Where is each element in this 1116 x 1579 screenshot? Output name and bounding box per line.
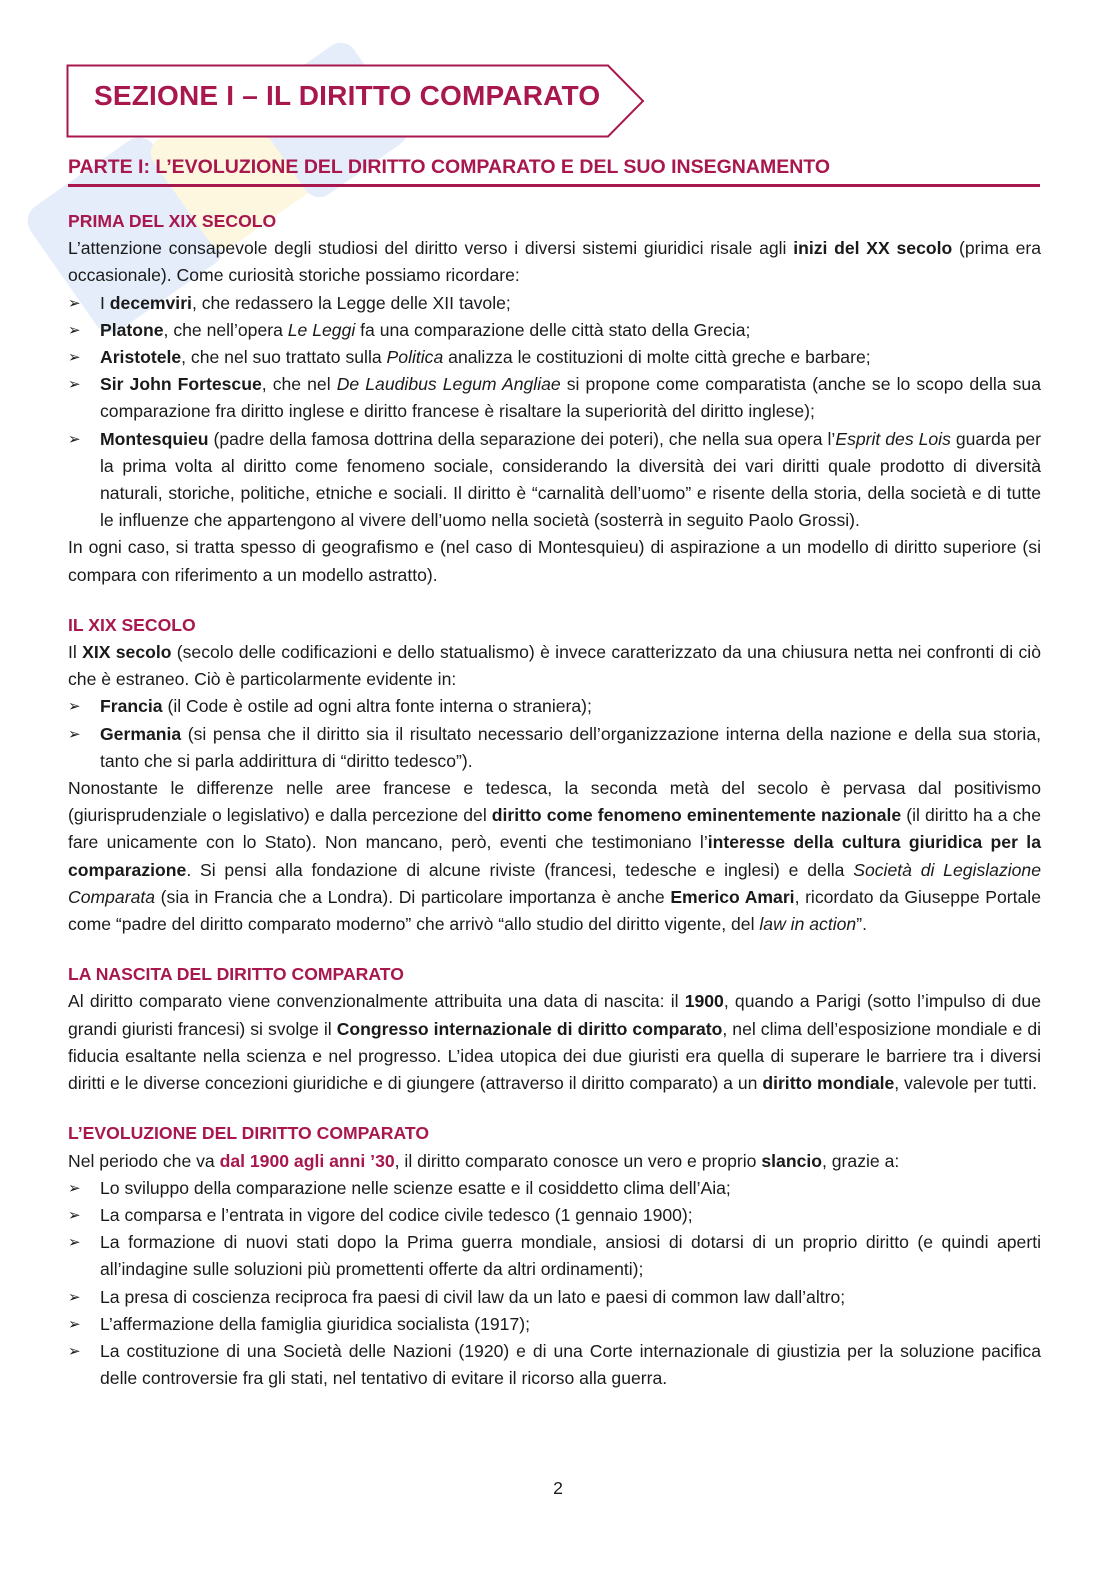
section-title: SEZIONE I – IL DIRITTO COMPARATO	[94, 80, 601, 111]
paragraph-closing: In ogni caso, si tratta spesso di geografismo e (nel caso di Montesquieu) di aspirazione a un modello di diritto superiore (si compara con riferimento a un modello astratto).	[68, 537, 1041, 585]
list-item: ➢ Platone, che nell’opera Le Leggi fa una comparazione delle città stato della Grecia;	[68, 317, 1041, 344]
arrow-bullet-icon: ➢	[68, 1315, 81, 1333]
arrow-bullet-icon: ➢	[68, 321, 81, 339]
part-title: PARTE I: L’EVOLUZIONE DEL DIRITTO COMPARATO E DEL SUO INSEGNAMENTO	[68, 156, 1040, 187]
arrow-bullet-icon: ➢	[68, 1342, 81, 1360]
list-item: ➢ Lo sviluppo della comparazione nelle scienze esatte e il cosiddetto clima dell’Aia;	[68, 1175, 1041, 1202]
arrow-bullet-icon: ➢	[68, 1234, 81, 1252]
list-item: ➢ Francia (il Code è ostile ad ogni altra fonte interna o straniera);	[68, 693, 1041, 720]
list-item: ➢ Aristotele, che nel suo trattato sulla Politica analizza le costituzioni di molte città greche e barbare;	[68, 344, 1041, 371]
arrow-bullet-icon: ➢	[68, 1179, 81, 1197]
paragraph-evoluzione: Nel periodo che va dal 1900 agli anni ’30, il diritto comparato conosce un vero e proprio slancio, grazie a:	[68, 1150, 900, 1171]
list-evoluzione	[68, 1175, 1041, 1393]
paragraph-intro: L’attenzione consapevole degli studiosi del diritto verso i diversi sistemi giuridici risale agli inizi del XX secolo (prima era occasionale). Come curiosità storiche possiamo ricordare:	[68, 238, 1042, 286]
arrow-bullet-icon: ➢	[68, 1206, 81, 1224]
list-item: ➢ L’affermazione della famiglia giuridica socialista (1917);	[68, 1311, 1041, 1338]
list-item: ➢ La presa di coscienza reciproca fra paesi di civil law da un lato e paesi di common law dall’altro;	[68, 1284, 1041, 1311]
heading-xix-secolo: IL XIX SECOLO	[68, 614, 196, 635]
heading-evoluzione: L’EVOLUZIONE DEL DIRITTO COMPARATO	[68, 1123, 430, 1144]
arrow-bullet-icon: ➢	[68, 698, 81, 716]
paragraph-xix-intro: Il XIX secolo (secolo delle codificazioni e dello statualismo) è invece caratterizzato da una chiusura netta nei confronti di ciò che è estraneo. Ciò è particolarmente evidente in:	[68, 642, 1041, 690]
list-item: ➢ I decemviri, che redassero la Legge delle XII tavole;	[68, 290, 1041, 317]
page-number: 2	[553, 1478, 563, 1498]
arrow-bullet-icon: ➢	[68, 376, 81, 394]
list-item: ➢ Montesquieu (padre della famosa dottrina della separazione dei poteri), che nella sua opera l’Esprit des Lois guarda per la prima volta al diritto come fenomeno sociale, considerando la diversità dei vari diritti quale prodotto di diversità naturali, storiche, politiche, etniche e sociali. Il diritto è “carnalità dell’uomo” e risente della storia, della società e di tutte le influenze che appartengono al vivere dell’uomo nella società (sosterrà in seguito Paolo Grossi).	[68, 426, 1041, 535]
list-item: ➢ Sir John Fortescue, che nel De Laudibus Legum Angliae si propone come comparatista (anche se lo scopo della sua comparazione fra diritto inglese e diritto francese è risaltare la superiorità del diritto inglese);	[68, 371, 1041, 425]
list-item: ➢ La comparsa e l’entrata in vigore del codice civile tedesco (1 gennaio 1900);	[68, 1202, 1041, 1229]
list-item: ➢ La costituzione di una Società delle Nazioni (1920) e di una Corte internazionale di giustizia per la soluzione pacifica delle controversie fra gli stati, nel tentativo di evitare il ricorso alla guerra.	[68, 1338, 1041, 1392]
arrow-bullet-icon: ➢	[68, 725, 81, 743]
arrow-bullet-icon: ➢	[68, 430, 81, 448]
list-item: ➢ Germania (si pensa che il diritto sia il risultato necessario dell’organizzazione interna della nazione e della sua storia, tanto che si parla addirittura di “diritto tedesco”).	[68, 721, 1041, 775]
paragraph-positivismo: Nonostante le differenze nelle aree francese e tedesca, la seconda metà del secolo è pervasa dal positivismo (giurisprudenziale o legislativo) e dalla percezione del diritto come fenomeno eminentemente nazionale (il diritto ha a che fare unicamente con lo Stato). Non mancano, però, eventi che testimoniano l’interesse della cultura giuridica per la comparazione. Si pensi alla fondazione di alcune riviste (francesi, tedesche e inglesi) e della Società di Legislazione Comparata (sia in Francia che a Londra). Di particolare importanza è anche Emerico Amari, ricordato da Giuseppe Portale come “padre del diritto comparato moderno” che arrivò “allo studio del diritto vigente, del law in action”.	[68, 778, 1041, 935]
heading-nascita: LA NASCITA DEL DIRITTO COMPARATO	[68, 964, 404, 985]
list-paesi	[68, 693, 1041, 775]
list-curiosita	[68, 290, 1041, 535]
paragraph-nascita: Al diritto comparato viene convenzionalmente attribuita una data di nascita: il 1900, quando a Parigi (sotto l’impulso di due grandi giuristi francesi) si svolge il Congresso internazionale di diritto comparato, nel clima dell’esposizione mondiale e di fiducia esaltante nella scienza e nel progresso. L’idea utopica dei due giuristi era quella di superare le barriere tra i diversi diritti e le diverse concezioni giuridiche e di giungere (attraverso il diritto comparato) a un diritto mondiale, valevole per tutti.	[68, 991, 1042, 1094]
heading-prima-del-xix-secolo: PRIMA DEL XIX SECOLO	[68, 211, 277, 231]
document-body	[68, 208, 1041, 1392]
list-item: ➢ La formazione di nuovi stati dopo la Prima guerra mondiale, ansiosi di dotarsi di un proprio diritto (e quindi aperti all’indagine sulle soluzioni più promettenti offerte da altri ordinamenti);	[68, 1229, 1041, 1283]
arrow-bullet-icon: ➢	[68, 294, 81, 312]
arrow-bullet-icon: ➢	[68, 349, 81, 367]
section-banner	[66, 64, 646, 138]
arrow-bullet-icon: ➢	[68, 1288, 81, 1306]
